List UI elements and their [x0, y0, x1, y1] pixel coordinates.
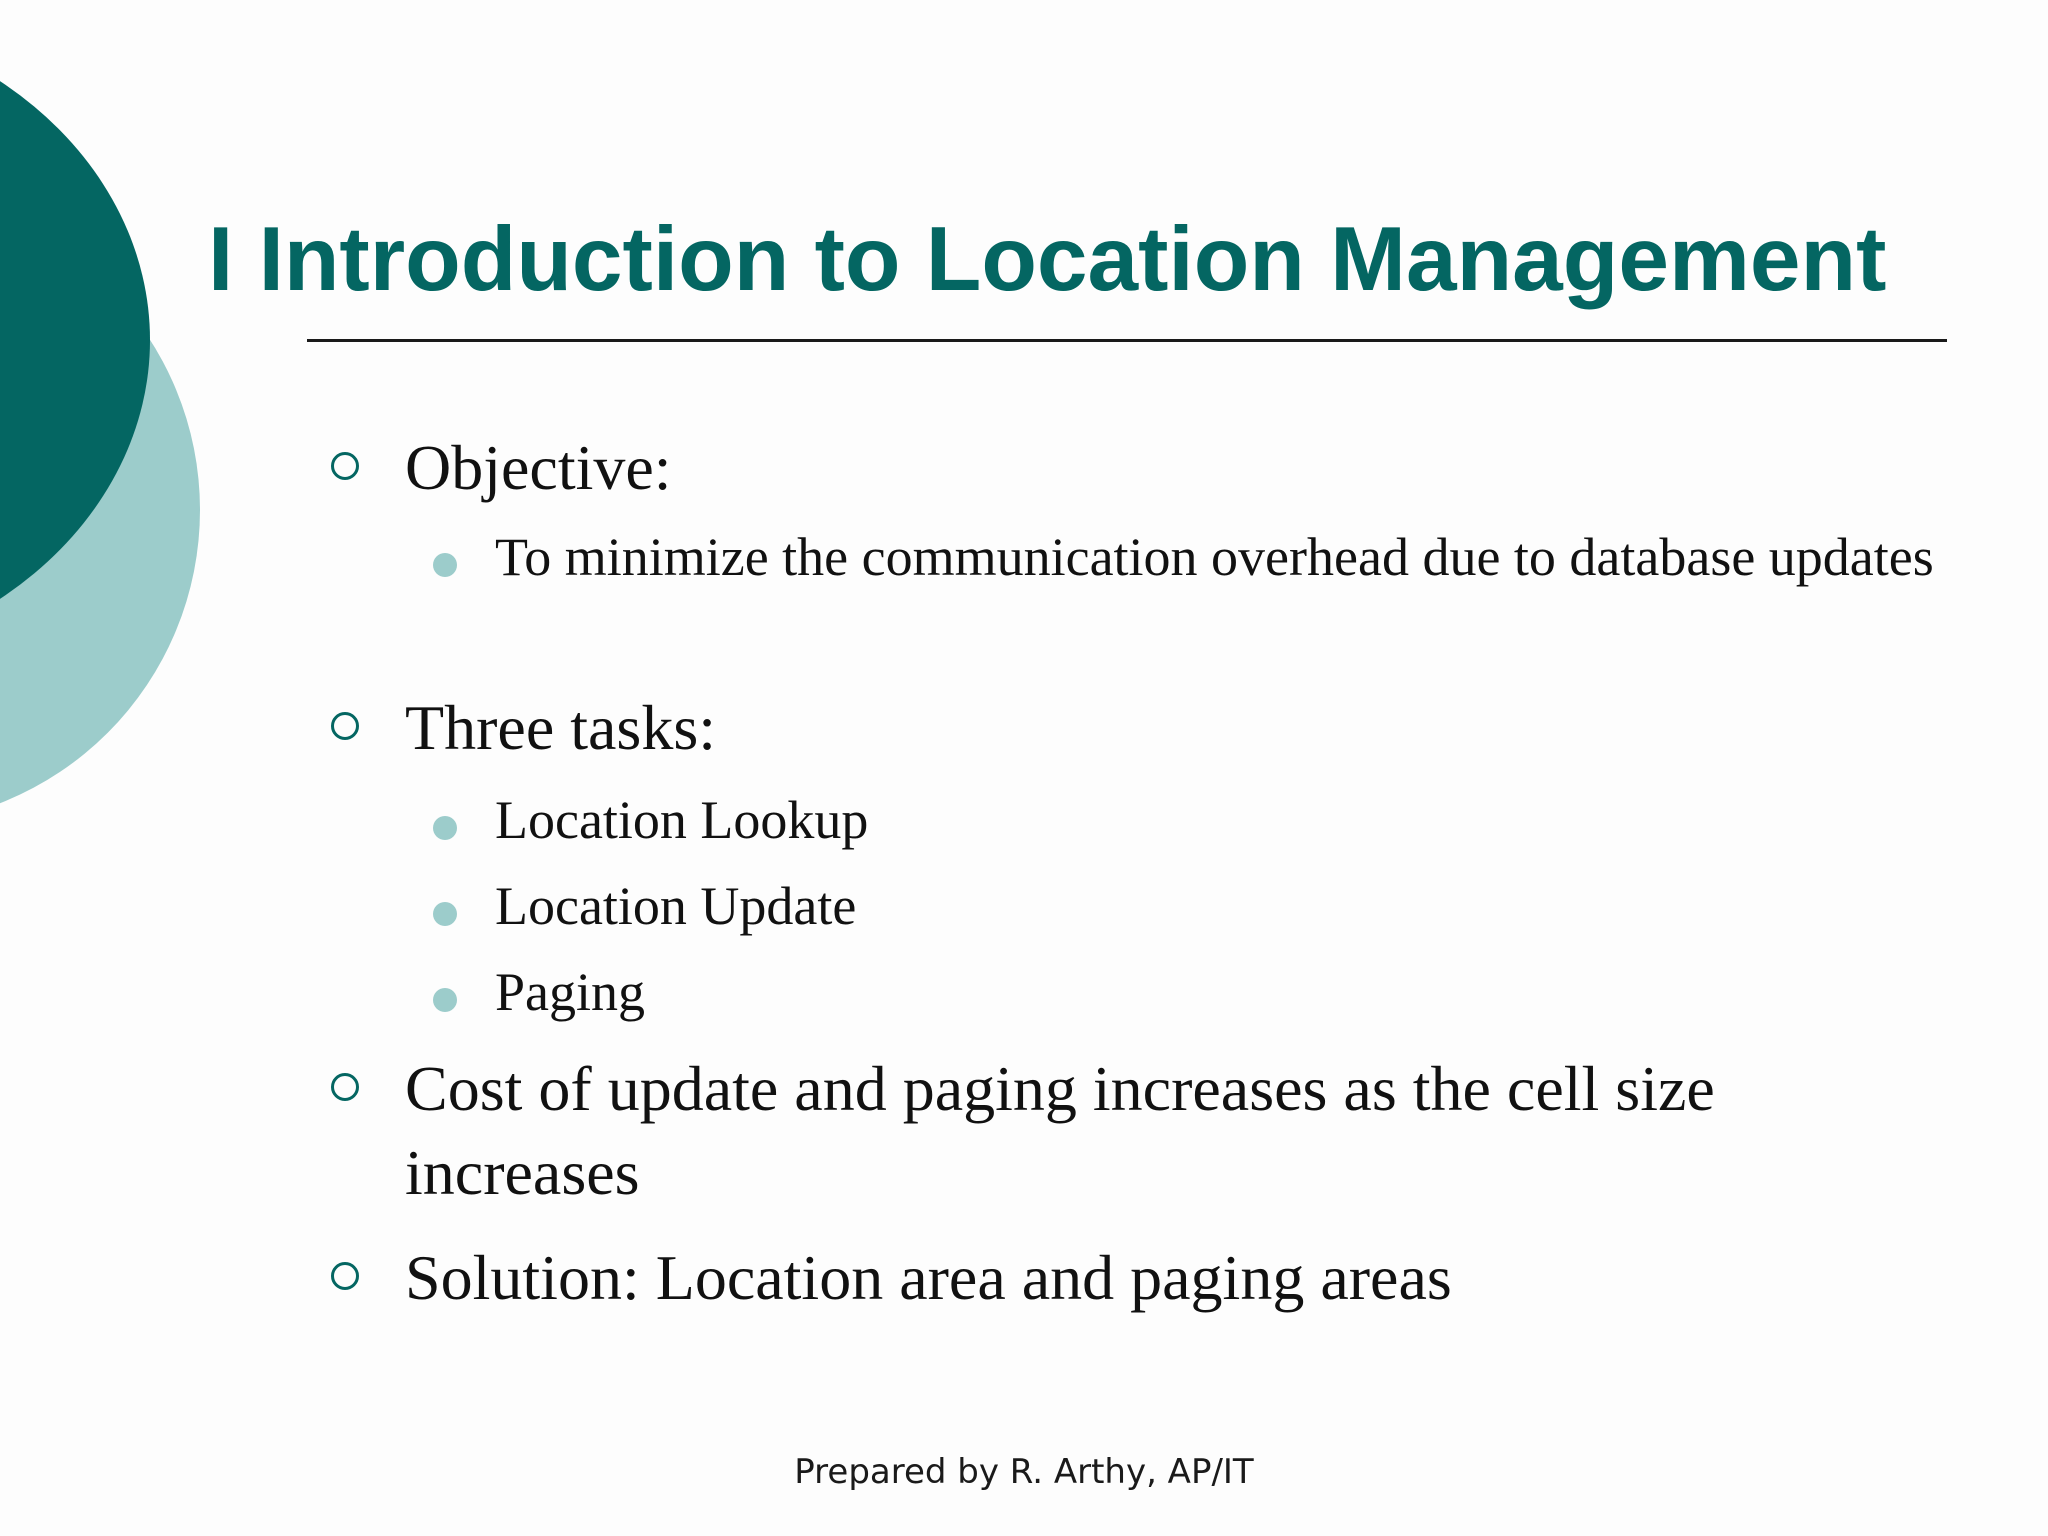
bullet-text: Three tasks:: [405, 692, 716, 763]
bullet-three-tasks: [405, 686, 1965, 770]
sub-bullet-text: Paging: [495, 962, 646, 1022]
filled-dot-icon: [433, 988, 457, 1012]
bullet-solution: [405, 1236, 1965, 1320]
bullet-text: Solution: Location area and paging areas: [405, 1242, 1452, 1313]
sub-bullet-location-update: [495, 870, 1955, 942]
sub-bullet-text: Location Update: [495, 876, 857, 936]
hollow-circle-icon: [331, 1262, 359, 1290]
slide-footer: Prepared by R. Arthy, AP/IT: [794, 1452, 1254, 1492]
slide-title: I Introduction to Location Management: [208, 209, 1887, 310]
bullet-objective: [405, 426, 1965, 510]
bullet-cost-of-update: [405, 1047, 1965, 1215]
filled-dot-icon: [433, 902, 457, 926]
sub-bullet-text: Location Lookup: [495, 790, 869, 850]
hollow-circle-icon: [331, 452, 359, 480]
hollow-circle-icon: [331, 1073, 359, 1101]
hollow-circle-icon: [331, 712, 359, 740]
sub-bullet-text: To minimize the communication overhead due to database updates: [495, 527, 1934, 587]
bullet-text: Cost of update and paging increases as the cell size increases: [405, 1053, 1715, 1208]
sub-bullet-location-lookup: [495, 784, 1955, 856]
filled-dot-icon: [433, 816, 457, 840]
sub-bullet-paging: [495, 956, 1955, 1028]
filled-dot-icon: [433, 553, 457, 577]
sub-bullet-objective: [495, 521, 1955, 593]
bullet-text: Objective:: [405, 432, 672, 503]
